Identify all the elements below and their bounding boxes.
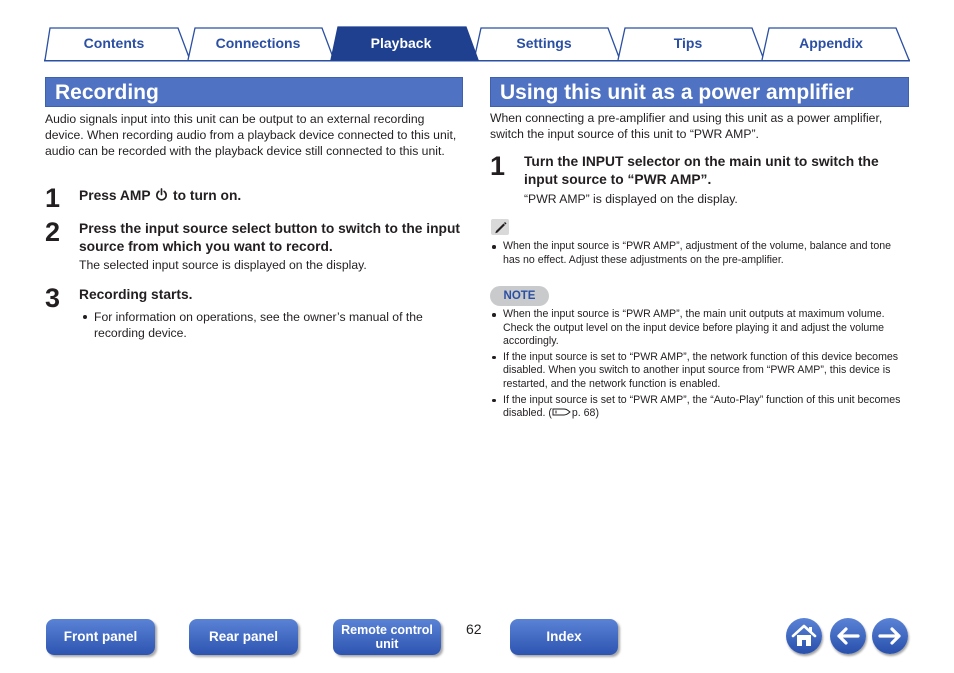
front-panel-button[interactable]: Front panel <box>46 619 155 655</box>
home-icon <box>786 618 822 654</box>
page-number: 62 <box>466 621 482 637</box>
tab-contents[interactable]: Contents <box>83 35 145 51</box>
memo-bullets <box>491 240 901 269</box>
left-step-2-number: 2 <box>45 217 61 247</box>
left-step-3-number: 3 <box>45 283 61 313</box>
list-item: When the input source is “PWR AMP”, adjustment of the volume, balance and tone has no effect. Adjust these adjustments on the pre-amplifier. <box>491 240 901 267</box>
pencil-icon <box>491 219 509 235</box>
index-button[interactable]: Index <box>510 619 618 655</box>
home-button[interactable] <box>786 618 822 654</box>
right-step-1-title: Turn the INPUT selector on the main unit to switch the input source to “PWR AMP”. <box>524 154 879 187</box>
left-step-1-title-pre: Press AMP <box>79 188 151 203</box>
forward-button[interactable] <box>872 618 908 654</box>
recording-title: Recording <box>55 81 159 104</box>
tab-appendix[interactable]: Appendix <box>799 35 863 51</box>
left-step-3-bullets <box>82 309 454 341</box>
page-ref-icon <box>552 407 572 417</box>
right-step-1-number: 1 <box>490 151 506 181</box>
forward-arrow-icon <box>872 618 908 654</box>
power-amp-section-header <box>490 77 909 107</box>
left-step-1-title <box>79 187 463 205</box>
left-step-2-title: Press the input source select button to switch to the input source from which you want to record. <box>79 221 460 254</box>
remote-control-line2: unit <box>375 637 399 651</box>
left-step-3-title: Recording starts. <box>79 287 193 302</box>
list-item <box>491 394 905 421</box>
power-icon <box>155 188 168 201</box>
left-step-2-desc: The selected input source is displayed on the display. <box>79 258 367 272</box>
note-last-text: If the input source is set to “PWR AMP”, the “Auto-Play” function of this unit becomes disabled. ( <box>503 393 901 420</box>
rear-panel-button[interactable]: Rear panel <box>189 619 298 655</box>
list-item: When the input source is “PWR AMP”, the main unit outputs at maximum volume. Check the output level on the input device before playing it and adjust the volume accordingly. <box>491 308 905 349</box>
note-bullets <box>491 308 905 423</box>
right-step-1-desc: “PWR AMP” is displayed on the display. <box>524 192 738 206</box>
power-amp-title: Using this unit as a power amplifier <box>500 81 854 104</box>
note-page-ref[interactable]: p. 68) <box>571 407 599 420</box>
back-button[interactable] <box>830 618 866 654</box>
tab-connections[interactable]: Connections <box>215 35 301 51</box>
list-item: For information on operations, see the owner’s manual of the recording device. <box>82 309 454 341</box>
tab-tips[interactable]: Tips <box>673 35 703 51</box>
remote-control-line1: Remote control <box>341 623 433 637</box>
tab-settings[interactable]: Settings <box>516 35 572 51</box>
recording-intro: Audio signals input into this unit can be output to an external recording device. When recording audio from a playback device connected to this unit, audio can be recorded with the playback device still connected to this unit. <box>45 112 457 158</box>
power-amp-intro: When connecting a pre-amplifier and using this unit as a power amplifier, switch the input source of this unit to “PWR AMP”. <box>490 111 883 141</box>
tab-playback[interactable]: Playback <box>370 35 432 51</box>
back-arrow-icon <box>830 618 866 654</box>
left-step-1-title-post: to turn on. <box>173 188 242 203</box>
remote-control-unit-button[interactable] <box>333 619 441 655</box>
tab-bar <box>44 26 910 62</box>
list-item: If the input source is set to “PWR AMP”, the network function of this device becomes disabled. When you switch to another input source from “PWR AMP”, this device is restarted, and the network function is enabled. <box>491 351 905 392</box>
left-step-1-number: 1 <box>45 183 61 213</box>
recording-section-header <box>45 77 463 107</box>
note-badge: NOTE <box>490 286 549 306</box>
